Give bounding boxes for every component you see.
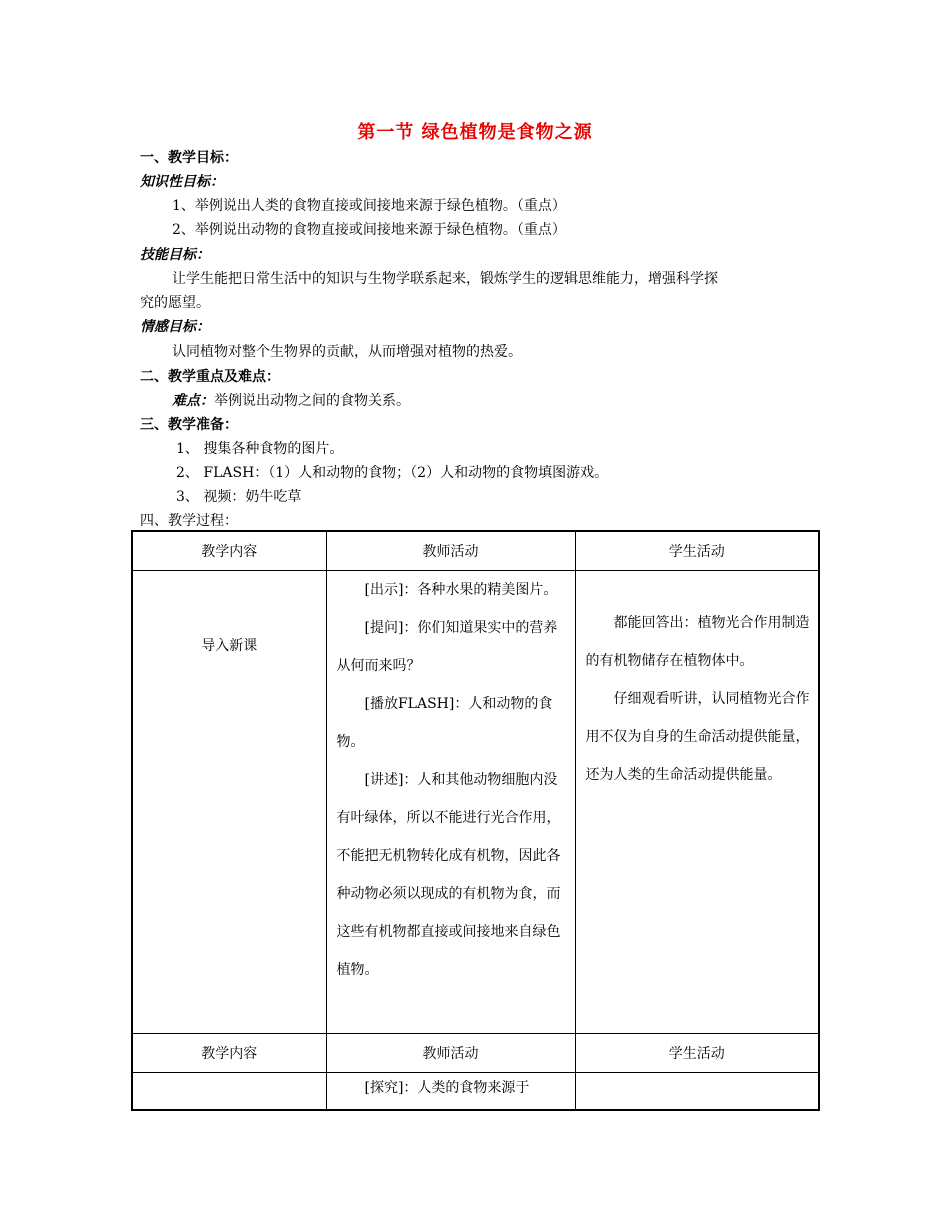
row1-content-cell (132, 571, 326, 1034)
row2-student-cell (575, 1073, 819, 1111)
row2-teacher-cell (326, 1073, 575, 1111)
page-title: 第一节 绿色植物是食物之源 (357, 122, 593, 143)
teacher-activity: [探究]：人类的食物来源于 (364, 1080, 530, 1096)
teacher-activity: [出示]：各种水果的精美图片。 (364, 582, 558, 598)
table-row (132, 1073, 819, 1111)
teacher-activity: [讲述]：人和其他动物细胞内没有叶绿体，所以不能进行光合作用，不能把无机物转化成有机物，因此各种动物必须以现成的有机物为食，而这些有机物都直接或间接地来自绿色植物。 (336, 772, 561, 978)
emotion-text: 认同植物对整个生物界的贡献，从而增强对植物的热爱。 (172, 344, 522, 360)
header-teacher: 教师活动 (326, 1034, 575, 1073)
header-student: 学生活动 (575, 1034, 819, 1073)
teacher-activity: [播放FLASH]：人和动物的食物。 (336, 696, 553, 750)
skill-text-line1: 让学生能把日常生活中的知识与生物学联系起来，锻炼学生的逻辑思维能力，增强科学探 (172, 271, 718, 287)
process-heading: 四、教学过程： (140, 513, 238, 529)
difficulty-text: 举例说出动物之间的食物关系。 (214, 393, 410, 409)
row2-content-cell (132, 1073, 326, 1111)
skill-heading: 技能目标： (140, 247, 210, 263)
row1-content: 导入新课 (201, 638, 258, 654)
knowledge-heading: 知识性目标： (140, 174, 224, 190)
lesson-table (131, 530, 820, 1111)
prep-item: 1、 搜集各种食物的图片。 (176, 441, 344, 457)
student-activity: 都能回答出：植物光合作用制造的有机物储存在植物体中。 (585, 615, 810, 669)
header-student: 学生活动 (575, 531, 819, 571)
prep-item: 3、 视频：奶牛吃草 (176, 489, 302, 505)
knowledge-item: 1、举例说出人类的食物直接或间接地来源于绿色植物。（重点） (172, 198, 566, 214)
header-content: 教学内容 (132, 531, 326, 571)
emotion-heading: 情感目标： (140, 319, 210, 335)
student-activity: 仔细观看听讲，认同植物光合作用不仅为自身的生命活动提供能量，还为人类的生命活动提供能量。 (585, 691, 810, 783)
prep-item: 2、 FLASH：（1）人和动物的食物；（2）人和动物的食物填图游戏。 (176, 465, 609, 481)
teacher-activity: [提问]：你们知道果实中的营养从何而来吗？ (336, 620, 558, 674)
header-content: 教学内容 (132, 1034, 326, 1073)
table-header-row (132, 531, 819, 571)
skill-text-line2: 究的愿望。 (140, 295, 210, 311)
prep-heading: 三、教学准备： (140, 417, 238, 433)
table-row (132, 571, 819, 1034)
difficulty-label: 难点： (172, 393, 214, 409)
goals-heading: 一、教学目标： (140, 150, 238, 166)
keypoints-heading: 二、教学重点及难点： (140, 369, 280, 385)
knowledge-item: 2、举例说出动物的食物直接或间接地来源于绿色植物。（重点） (172, 222, 566, 238)
header-teacher: 教师活动 (326, 531, 575, 571)
table-header-row (132, 1034, 819, 1073)
row1-student-cell (575, 571, 819, 1034)
row1-teacher-cell (326, 571, 575, 1034)
difficulty-line (172, 390, 410, 410)
